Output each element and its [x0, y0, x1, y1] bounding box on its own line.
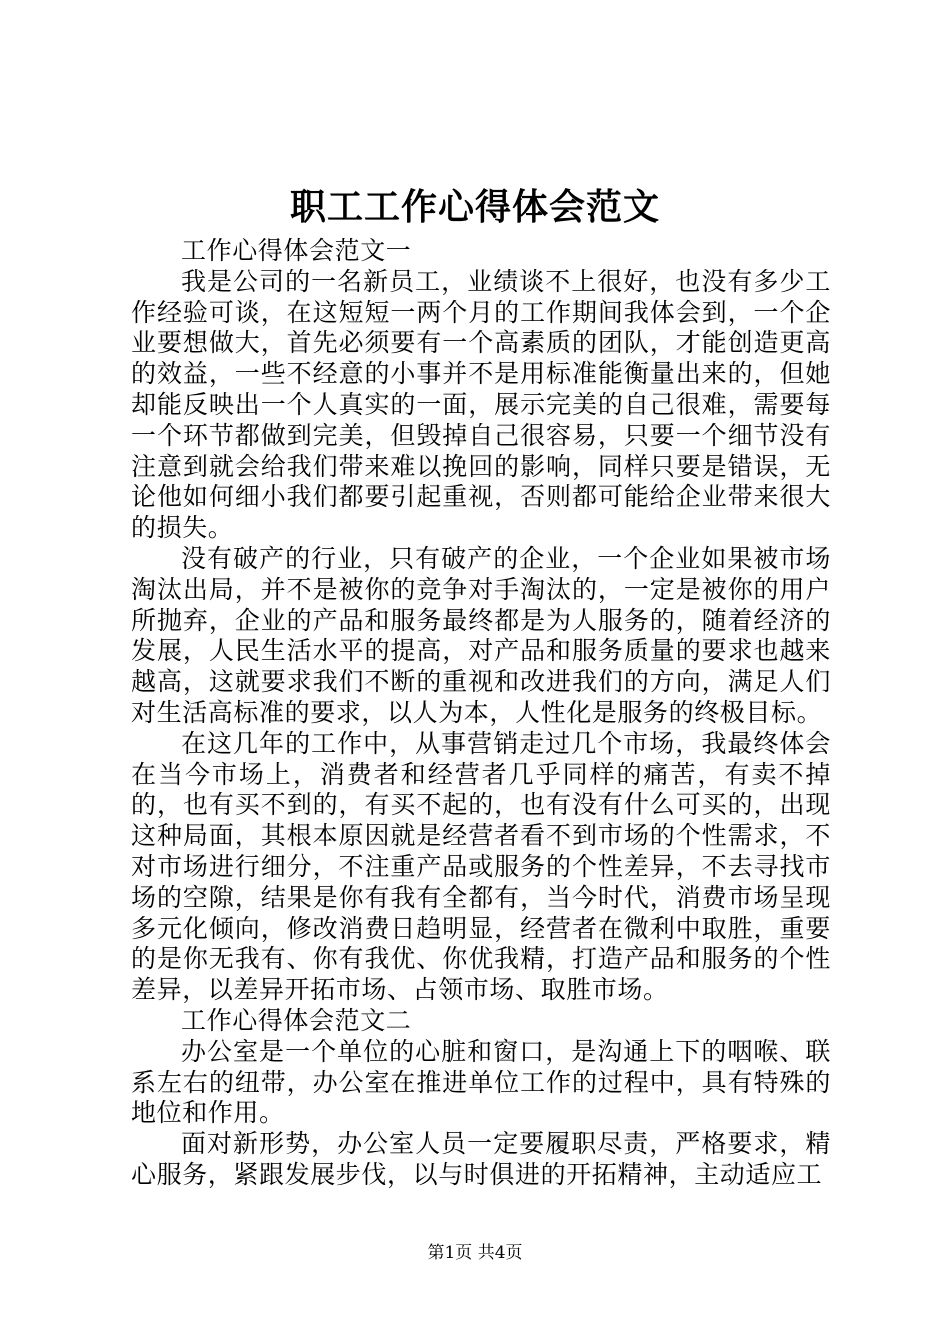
section-heading-2: 工作心得体会范文二 [181, 1005, 412, 1035]
paragraph: 我是公司的一名新员工，业绩谈不上很好，也没有多少工作经验可谈，在这短短一两个月的工作期间我体会到，一个企业要想做大，首先必须要有一个高素质的团队，才能创造更高的效益，一些不经意的小事并不是用标准能衡量出来的，但她却能反映出一个人真实的一面，展示完美的自己很难，需要每一个环节都做到完美，但毁掉自己很容易，只要一个细节没有注意到就会给我们带来难以挽回的影响，同样只要是错误，无论他如何细小我们都要引起重视，否则都可能给企业带来很大的损失。 [131, 266, 831, 543]
document-body [131, 236, 831, 1191]
paragraph: 办公室是一个单位的心脏和窗口，是沟通上下的咽喉、联系左右的纽带，办公室在推进单位工作的过程中，具有特殊的地位和作用。 [131, 1036, 831, 1128]
paragraph: 没有破产的行业，只有破产的企业，一个企业如果被市场淘汰出局，并不是被你的竞争对手淘汰的，一定是被你的用户所抛弃，企业的产品和服务最终都是为人服务的，随着经济的发展，人民生活水平的提高，对产品和服务质量的要求也越来越高，这就要求我们不断的重视和改进我们的方向，满足人们对生活高标准的要求，以人为本，人性化是服务的终极目标。 [131, 543, 831, 727]
paragraph: 在这几年的工作中，从事营销走过几个市场，我最终体会在当今市场上，消费者和经营者几乎同样的痛苦，有卖不掉的，也有买不到的，有买不起的，也有没有什么可买的，出现这种局面，其根本原因就是经营者看不到市场的个性需求，不对市场进行细分，不注重产品或服务的个性差异，不去寻找市场的空隙，结果是你有我有全都有，当今时代，消费市场呈现多元化倾向，修改消费日趋明显，经营者在微利中取胜，重要的是你无我有、你有我优、你优我精，打造产品和服务的个性差异，以差异开拓市场、占领市场、取胜市场。 [131, 728, 831, 1005]
document-title: 职工工作心得体会范文 [289, 187, 660, 228]
paragraph: 面对新形势，办公室人员一定要履职尽责，严格要求，精心服务，紧跟发展步伐，以与时俱进的开拓精神，主动适应工 [131, 1129, 831, 1189]
section-heading-1: 工作心得体会范文一 [181, 236, 412, 265]
page-number-footer: 第1页 共4页 [427, 1243, 523, 1263]
